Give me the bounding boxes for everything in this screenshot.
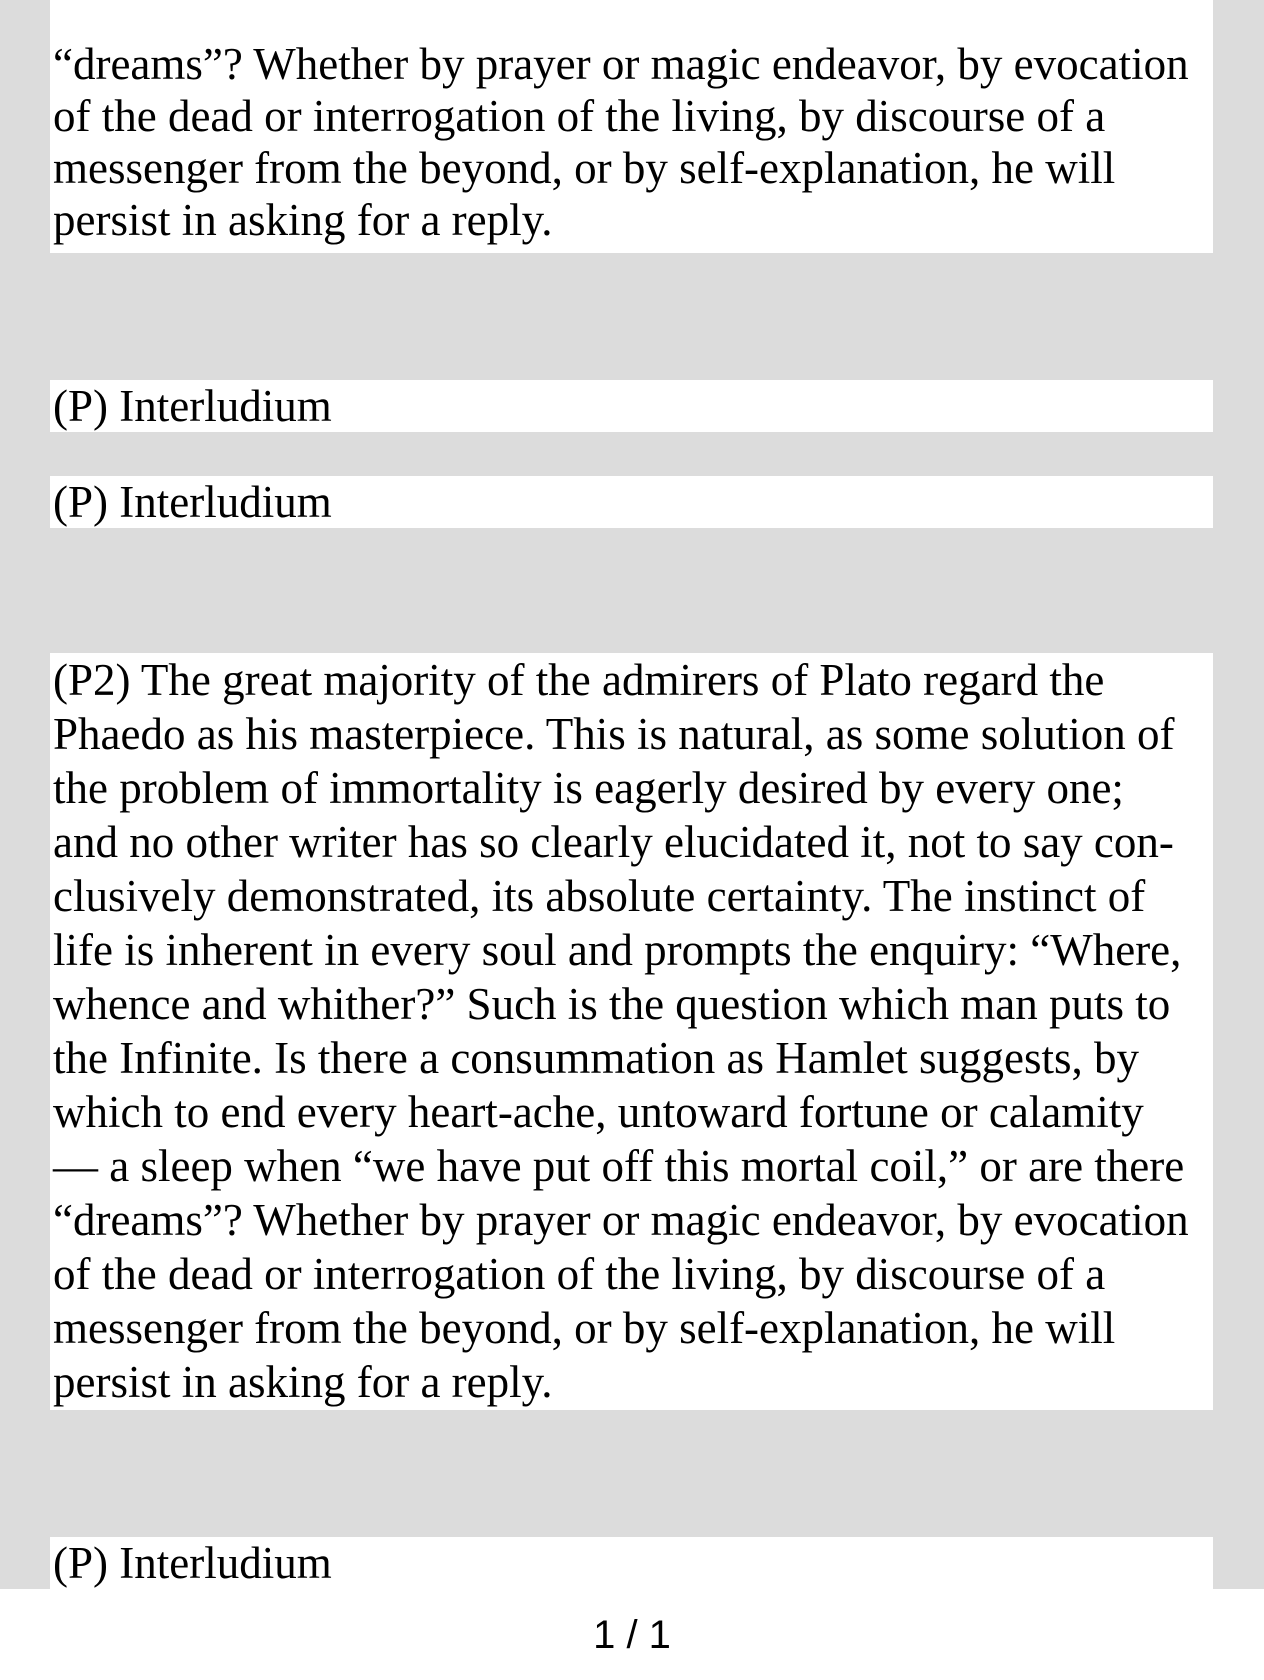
page-indicator: 1 / 1 xyxy=(593,1613,671,1657)
interlude-heading-1[interactable]: (P) Interludium xyxy=(50,380,1213,432)
interlude-heading-3[interactable]: (P) Interludium xyxy=(50,1537,1213,1589)
main-paragraph-block[interactable]: (P2) The great majority of the admirers of Plato regard the Phaedo as his masterpiece. This is natural, as some solution of the problem of immortality is eagerly desired by every one; and no other writer has so clearly elucidated it, not to say con- clusively demonstrated, its absolute certainty. The instinct of life is inherent in every soul and prompts the enquiry: “Where, whence and whither?” Such is the question which man puts to the Infinite. Is there a consummation as Hamlet suggests, by which to end every heart-ache, untoward fortune or calamity — a sleep when “we have put off this mortal coil,” or are there “dreams”? Whether by prayer or magic endeavor, by evocation of the dead or interrogation of the living, by discourse of a messenger from the beyond, or by self-explanation, he will persist in asking for a reply. xyxy=(50,653,1213,1410)
interlude-heading-2[interactable]: (P) Interludium xyxy=(50,476,1213,528)
paragraph-continuation-block[interactable]: “dreams”? Whether by prayer or magic endeavor, by evocation of the dead or interrogation of the living, by discourse of a messenger from the beyond, or by self-explanation, he will persist in asking for a reply. xyxy=(50,0,1213,253)
